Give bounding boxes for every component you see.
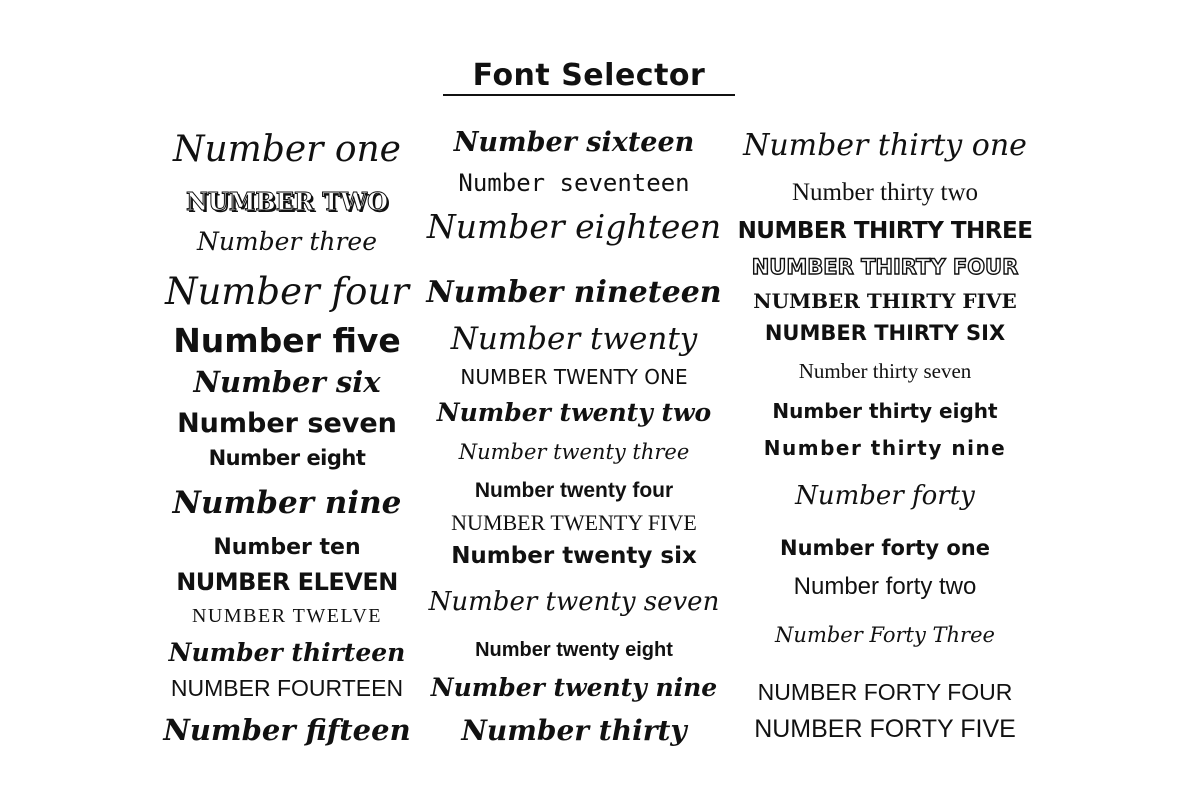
font-sample-10[interactable]: Number ten [213,535,361,560]
font-sample-34[interactable]: NUMBER THIRTY FOUR [751,255,1019,279]
font-sample-20[interactable]: Number twenty [450,321,698,357]
page-title: Font Selector [443,58,735,96]
font-sample-19[interactable]: Number nineteen [426,275,722,310]
font-sample-6[interactable]: Number six [193,365,381,399]
font-sample-32[interactable]: Number thirty two [791,179,979,206]
font-sample-33[interactable]: NUMBER THIRTY THREE [737,218,1033,244]
font-sample-16[interactable]: Number sixteen [453,127,695,158]
font-sample-14[interactable]: NUMBER FOURTEEN [170,675,404,701]
font-sample-43[interactable]: Number Forty Three [775,623,995,647]
font-sample-24[interactable]: Number twenty four [474,479,674,502]
font-sample-18[interactable]: Number eighteen [426,207,722,246]
font-sample-39[interactable]: Number thirty nine [763,436,1007,460]
font-column-3 [735,0,1035,812]
font-sample-42[interactable]: Number forty two [793,573,977,600]
font-sample-38[interactable]: Number thirty eight [772,399,998,423]
font-sample-8[interactable]: Number eight [208,446,366,470]
font-sample-23[interactable]: Number twenty three [458,440,690,464]
font-sample-30[interactable]: Number thirty [461,714,687,747]
font-sample-7[interactable]: Number seven [177,408,397,439]
font-sample-5[interactable]: Number five [173,321,401,360]
font-sample-17[interactable]: Number seventeen [458,169,690,197]
font-sample-9[interactable]: Number nine [172,485,402,521]
font-sample-22[interactable]: Number twenty two [436,398,712,427]
font-sample-21[interactable]: NUMBER TWENTY ONE [460,365,688,389]
font-sample-31[interactable]: Number thirty one [743,128,1027,163]
font-sample-27[interactable]: Number twenty seven [428,587,720,617]
font-sample-28[interactable]: Number twenty eight [475,639,673,661]
font-sample-35[interactable]: NUMBER THIRTY FIVE [753,289,1017,313]
font-sample-4[interactable]: Number four [165,270,409,313]
font-sample-29[interactable]: Number twenty nine [430,673,718,702]
font-sample-41[interactable]: Number forty one [780,536,990,560]
font-sample-15[interactable]: Number fifteen [163,713,411,747]
font-sample-40[interactable]: Number forty [795,481,975,511]
font-sample-45[interactable]: NUMBER FORTY FIVE [754,715,1016,743]
font-sample-25[interactable]: NUMBER TWENTY FIVE [451,510,697,535]
font-sample-3[interactable]: Number three [196,227,378,256]
font-sample-1[interactable]: Number one [173,129,401,170]
font-sample-26[interactable]: Number twenty six [451,543,697,569]
font-sample-37[interactable]: Number thirty seven [798,359,972,383]
font-sample-12[interactable]: NUMBER TWELVE [191,605,383,627]
font-sample-36[interactable]: NUMBER THIRTY SIX [764,321,1006,345]
font-sample-2[interactable]: NUMBER TWO [185,187,389,216]
font-sample-44[interactable]: NUMBER FORTY FOUR [757,679,1013,705]
font-sample-11[interactable]: NUMBER ELEVEN [176,568,398,596]
font-sample-13[interactable]: Number thirteen [168,638,406,667]
font-column-1 [137,0,437,812]
font-column-2 [424,0,724,812]
